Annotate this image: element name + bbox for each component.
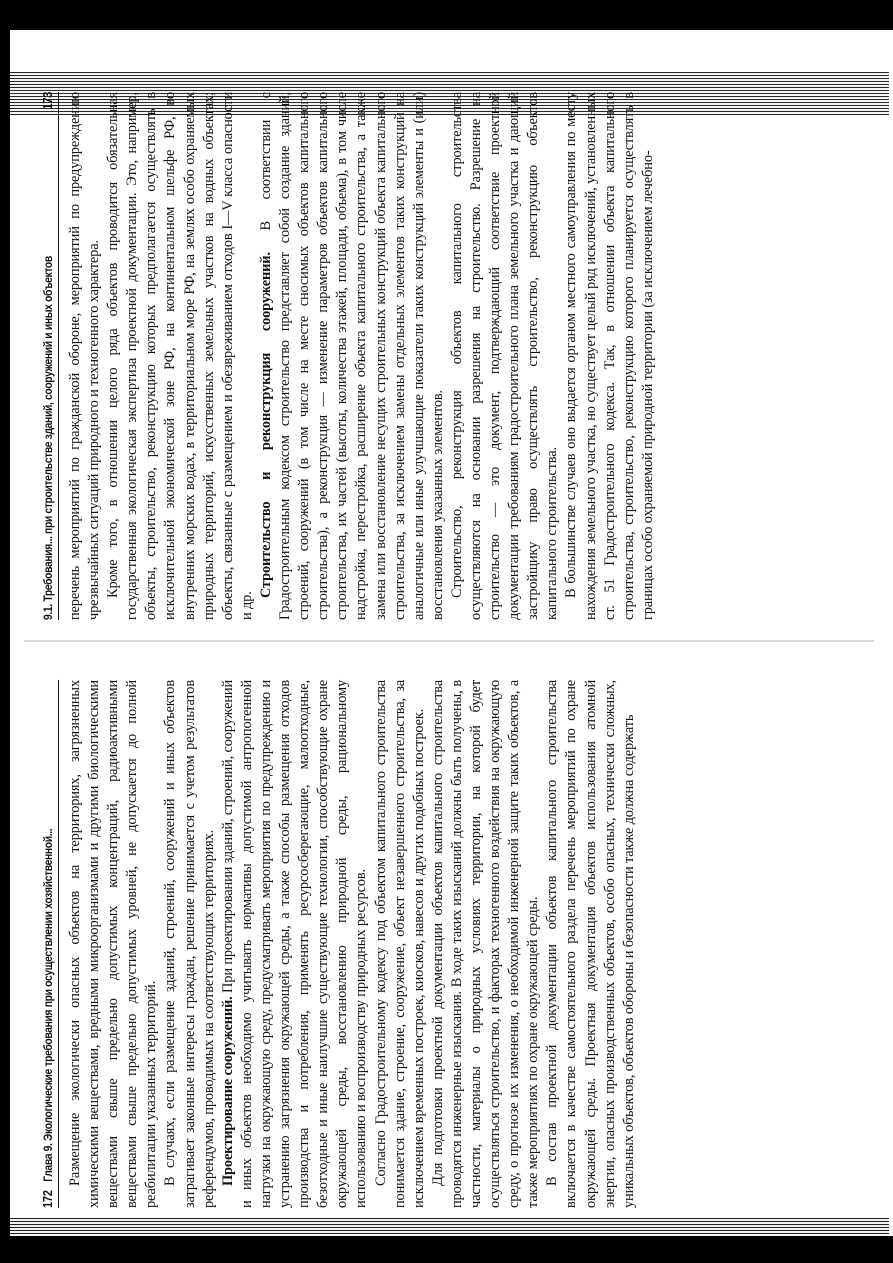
paragraph: В состав проектной документации объектов капитального строительства включается в качестве самостоятельного раздела перечень мероприятий по охране окружающей среды. Проектная документация объектов использования атомной энергии, опасных производственных объектов, особо опасных, технически сложных, уникальных объектов, объектов обороны и безопасности также должна содержать: [544, 680, 637, 1208]
paragraph: Строительство и реконструкция сооружений. В соответствии с Градостроительным кодексом строительство представляет собой создание зданий, строений, сооружений (в том числе на месте сносимых объектов капитального строительства), а реконструкция — изменение параметров объектов капитального строительства, их частей (высоты, количества этажей, площади, объема), в том числе надстройка, перестройка, расширение объекта капитального строительства, а также замена или восстановление несущих строительных конструкций объекта капитального строительства, за исключением замены отдельных элементов таких конструкций на аналогичные или иные улучшающие показатели таких конструкций элементы и (или) восстановления указанных элементов.: [257, 92, 446, 620]
scan-border-bottom: [0, 1236, 893, 1263]
page-number-left: 172: [40, 1190, 55, 1208]
paragraph: Строительство, реконструкция объектов капитального строительства осуществляются на основании разрешения на строительство. Разрешение на строительство — это документ, подтверждающий соответствие проектной документации требованиям градостроительного плана земельного участка и дающий застройщику право осуществлять строительство, реконструкцию объектов капитального строительства.: [448, 92, 561, 620]
page-number-right: 173: [40, 91, 55, 110]
paragraph: Согласно Градостроительному кодексу под объектом капитального строительства понимается здание, строение, сооружение, объект незавершенного строительства, за исключением временных построек, киосков, навесов и других подобных построек.: [372, 680, 427, 1208]
paragraph: Размещение экологически опасных объектов на территориях, загрязненных химическими веществами, вредными микроорганизмами и другими биологическими веществами свыше предельно допустимых концентраций, радиоактивными веществами свыше предельно допустимых уровней, не допускается до полной реабилитации указанных территорий.: [67, 680, 160, 1208]
scan-border-top: [0, 0, 893, 30]
right-page: [40, 92, 658, 620]
right-page-body: [66, 92, 658, 620]
subheading-construction: Строительство и реконструкция сооружений.: [257, 252, 274, 598]
paragraph: Проектирование сооружений. При проектировании зданий, строений, сооружений и иных объектов необходимо учитывать нормативы допустимой антропогенной нагрузки на окружающую среду, предусматривать мероприятия по предупреждению и устранению загрязнения окружающей среды, а также способы размещения отходов производства и потребления, применять ресурсосберегающие, малоотходные, безотходные и иные наилучшие существующие технологии, способствующие охране окружающей среды, восстановлению природной среды, рациональному использованию и воспроизводству природных ресурсов.: [219, 680, 370, 1208]
paragraph: Для подготовки проектной документации объектов капитального строительства проводятся инженерные изыскания. В ходе таких изысканий должны быть получены, в частности, материалы о природных условиях территории, на которой будет осуществляться строительство, и факторах техногенного воздействия на окружающую среду, о прогнозе их изменения, о необходимой инженерной защите таких объектов, а также мероприятиях по охране окружающей среды.: [429, 680, 542, 1208]
paragraph: перечень мероприятий по гражданской обороне, мероприятий по предупреждению чрезвычайных ситуаций природного и техногенного характера.: [67, 92, 103, 620]
left-page: [40, 680, 639, 1208]
paragraph: В большинстве случаев оно выдается органом местного самоуправления по месту нахождения земельного участка, но существует целый ряд исключений, установленных ст. 51 Градостроительного кодекса. Так, в отношении объекта капитального строительства, строительство, реконструкцию которого планируется осуществлять в границах особо охраняемой природной территории (за исключением лечебно-: [563, 92, 656, 620]
paragraph: В случаях, если размещение зданий, строений, сооружений и иных объектов затрагивает законные интересы граждан, решение принимается с учетом результатов референдумов, проводимых на соответствующих территориях.: [162, 680, 217, 1208]
running-head-right: [40, 92, 59, 620]
running-head-left-title: Глава 9. Экологические требования при осуществлении хозяйственной...: [41, 828, 55, 1182]
page-edge-stack-bottom: [10, 1218, 889, 1236]
running-head-left: [40, 680, 59, 1208]
left-page-body: [66, 680, 639, 1208]
paragraph: Кроме того, в отношении целого ряда объектов проводится обязательная государственная экологическая экспертиза проектной документации. Это, например, объекты, строительство, реконструкцию которых предполагается осуществлять в исключительной экономической зоне РФ, на континентальном шельфе РФ, во внутренних морских водах, в территориальном море РФ, на землях особо охраняемых природных территорий, искусственных земельных участков на водных объектах; объекты, связанные с размещением и обезвреживанием отходов I—V класса опасности и др.: [105, 92, 255, 620]
scan-border-left: [0, 0, 10, 1263]
book-gutter: [24, 640, 874, 642]
subheading-design: Проектирование сооружений.: [219, 996, 236, 1186]
running-head-right-title: 9.1. Требования... при строительстве зданий, сооружений и иных объектов: [41, 256, 55, 620]
